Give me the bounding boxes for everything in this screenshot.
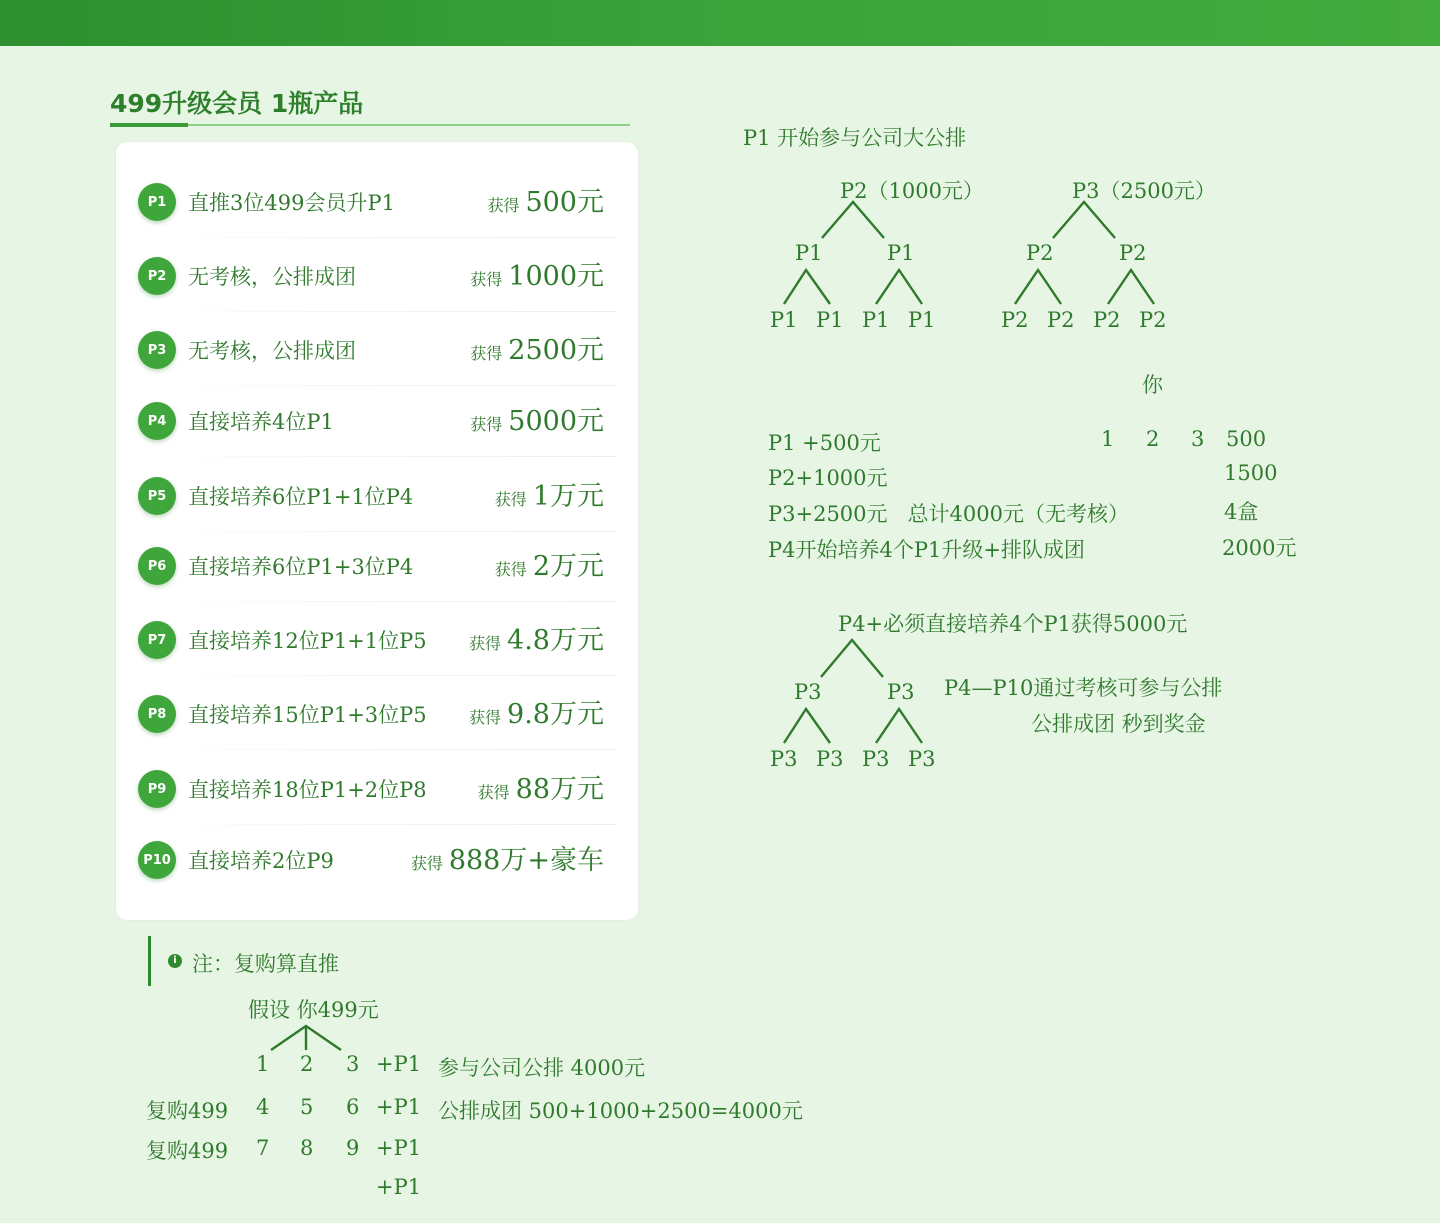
- note-plus: +P1: [376, 1175, 422, 1199]
- note-num: 3: [346, 1052, 360, 1076]
- note-label: 注：复购算直推: [192, 952, 339, 976]
- summary-right: 1500: [1224, 461, 1278, 485]
- reward-prefix: 获得: [410, 854, 443, 873]
- reward-amount: 888万+豪车: [448, 845, 604, 876]
- summary-left: P1 +500元: [768, 431, 881, 455]
- tree-node: P3: [908, 747, 936, 771]
- info-icon: i: [168, 954, 182, 968]
- tree-branch: [821, 640, 883, 677]
- tree-p2-root: P2（1000元）: [840, 179, 984, 203]
- reward-amount: 2500元: [508, 335, 604, 366]
- tree-node: P3: [887, 680, 915, 704]
- note-prefix: 复购499: [146, 1139, 229, 1163]
- tree-node: P1: [795, 241, 823, 265]
- summary-right: 500: [1226, 427, 1267, 451]
- note-plus: +P1: [376, 1095, 422, 1119]
- level-requirement: 直接培养6位P1+1位P4: [188, 485, 414, 509]
- level-badge: P1: [138, 183, 176, 221]
- level-requirement: 直接培养18位P1+2位P8: [188, 778, 427, 802]
- tree-node: P1: [908, 308, 936, 332]
- reward-prefix: 获得: [469, 634, 502, 653]
- assume-label: 假设 你499元: [248, 998, 379, 1022]
- tree-node: P2: [1026, 241, 1054, 265]
- summary-mid: 1: [1101, 427, 1115, 451]
- tree-branch: [876, 270, 922, 304]
- tree-node: P1: [887, 241, 915, 265]
- reward-prefix: 获得: [469, 708, 502, 727]
- level-requirement: 直接培养6位P1+3位P4: [188, 555, 414, 579]
- tree-node: P3: [862, 747, 890, 771]
- level-badge: P10: [138, 841, 176, 879]
- reward-prefix: 获得: [470, 344, 503, 363]
- note-plus: +P1: [376, 1136, 422, 1160]
- reward-prefix: 获得: [477, 783, 510, 802]
- level-requirement: 无考核，公排成团: [188, 339, 356, 363]
- level-badge: P5: [138, 477, 176, 515]
- level-badge: P2: [138, 257, 176, 295]
- reward-amount: 4.8万元: [507, 625, 604, 656]
- note-prefix: 复购499: [146, 1099, 229, 1123]
- summary-mid: 2: [1146, 427, 1160, 451]
- note-num: 8: [300, 1136, 314, 1160]
- tree-node: P2: [1093, 308, 1121, 332]
- tree-p3-root: P3（2500元）: [1072, 179, 1216, 203]
- tree-branch: [784, 270, 830, 304]
- level-badge: P7: [138, 621, 176, 659]
- tree-branch: [876, 709, 922, 743]
- summary-right: 2000元: [1222, 536, 1297, 560]
- tree-node: P2: [1001, 308, 1029, 332]
- level-requirement: 直接培养15位P1+3位P5: [188, 703, 427, 727]
- p4-note: 公排成团 秒到奖金: [1031, 712, 1206, 736]
- p4-note: P4—P10通过考核可参与公排: [944, 676, 1223, 700]
- reward-prefix: 获得: [494, 490, 527, 509]
- level-requirement: 无考核，公排成团: [188, 265, 356, 289]
- reward-prefix: 获得: [470, 270, 503, 289]
- level-requirement: 直接培养12位P1+1位P5: [188, 629, 427, 653]
- reward-amount: 2万元: [532, 551, 604, 582]
- tree-node: P2: [1139, 308, 1167, 332]
- tree-node: P2: [1119, 241, 1147, 265]
- note-num: 9: [346, 1136, 360, 1160]
- summary-left: P2+1000元: [768, 466, 888, 490]
- tree-node: P3: [770, 747, 798, 771]
- tree-node: P2: [1047, 308, 1075, 332]
- reward-amount: 88万元: [515, 774, 604, 805]
- reward-amount: 1000元: [508, 261, 604, 292]
- reward-prefix: 获得: [494, 560, 527, 579]
- level-badge: P4: [138, 402, 176, 440]
- reward-amount: 5000元: [508, 406, 604, 437]
- tree-node: P1: [862, 308, 890, 332]
- reward-amount: 500元: [525, 187, 604, 218]
- tree-node: P1: [816, 308, 844, 332]
- level-badge: P9: [138, 770, 176, 808]
- note-num: 1: [256, 1052, 270, 1076]
- level-badge: P8: [138, 695, 176, 733]
- tree-branch: [1015, 270, 1061, 304]
- level-requirement: 直推3位499会员升P1: [188, 191, 395, 215]
- note-num: 4: [256, 1095, 270, 1119]
- tree-branch: [1053, 202, 1115, 238]
- note-num: 5: [300, 1095, 314, 1119]
- tree-node: P1: [770, 308, 798, 332]
- page-title: 499升级会员 1瓶产品: [110, 89, 364, 118]
- level-badge: P6: [138, 547, 176, 585]
- note-text: 参与公司公排 4000元: [438, 1056, 646, 1080]
- summary-mid: 3: [1191, 427, 1205, 451]
- reward-amount: 9.8万元: [507, 699, 604, 730]
- you-label: 你: [1142, 373, 1163, 397]
- reward-prefix: 获得: [470, 415, 503, 434]
- tree-branch: [822, 202, 884, 238]
- note-plus: +P1: [376, 1052, 422, 1076]
- reward-amount: 1万元: [532, 481, 604, 512]
- note-num: 2: [300, 1052, 314, 1076]
- note-text: 公排成团 500+1000+2500=4000元: [438, 1099, 803, 1123]
- level-requirement: 直接培养4位P1: [188, 410, 334, 434]
- level-badge: P3: [138, 331, 176, 369]
- tree-branch: [784, 709, 830, 743]
- level-requirement: 直接培养2位P9: [188, 849, 334, 873]
- section-heading: P1 开始参与公司大公排: [743, 126, 967, 150]
- tree-p4-root: P4+必须直接培养4个P1获得5000元: [838, 612, 1188, 636]
- summary-left: P3+2500元 总计4000元（无考核）: [768, 502, 1129, 526]
- summary-right: 4盒: [1224, 500, 1259, 524]
- note-num: 7: [256, 1136, 270, 1160]
- summary-left: P4开始培养4个P1升级+排队成团: [768, 538, 1085, 562]
- tree-node: P3: [794, 680, 822, 704]
- note-num: 6: [346, 1095, 360, 1119]
- tree-node: P3: [816, 747, 844, 771]
- reward-prefix: 获得: [487, 196, 520, 215]
- tree-branch: [1108, 270, 1154, 304]
